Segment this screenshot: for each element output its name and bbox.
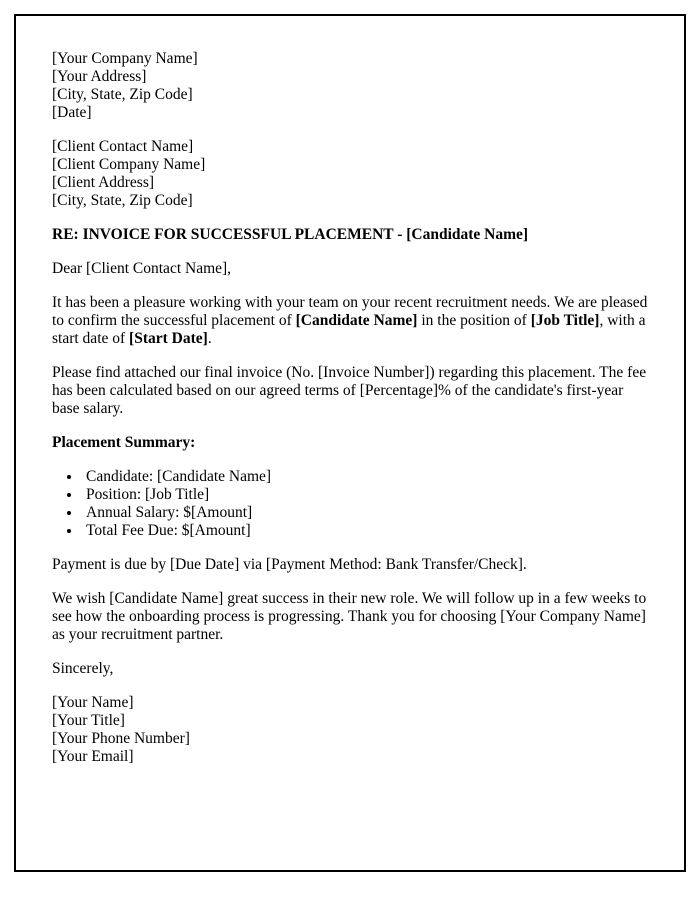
signature-email-line: [Your Email] bbox=[52, 748, 134, 765]
recipient-company-line: [Client Company Name] bbox=[52, 156, 206, 173]
body-paragraph-3: Payment is due by [Due Date] via [Payment Method: Bank Transfer/Check]. bbox=[52, 556, 527, 573]
list-item: • Total Fee Due: $[Amount] bbox=[82, 522, 648, 540]
list-item: • Candidate: [Candidate Name] bbox=[82, 468, 648, 486]
letter-body bbox=[16, 16, 684, 766]
recipient-address-block bbox=[52, 138, 648, 210]
list-item: • Position: [Job Title] bbox=[82, 486, 648, 504]
placement-summary-heading: Placement Summary: bbox=[52, 434, 196, 451]
sender-address-block bbox=[52, 50, 648, 122]
signature-title-line: [Your Title] bbox=[52, 712, 125, 729]
salutation: Dear [Client Contact Name], bbox=[52, 260, 232, 277]
recipient-city-line: [City, State, Zip Code] bbox=[52, 192, 193, 209]
body-paragraph-2: Please find attached our final invoice (No. [Invoice Number]) regarding this placement. The fee has been calculated based on our agreed terms of [Percentage]% of the candidate's first-year base salary. bbox=[52, 364, 647, 417]
subject-line: RE: INVOICE FOR SUCCESSFUL PLACEMENT - [Candidate Name] bbox=[52, 226, 529, 243]
signature-block bbox=[52, 694, 648, 766]
signature-name-line: [Your Name] bbox=[52, 694, 134, 711]
placement-summary-list bbox=[52, 468, 648, 540]
closing-line: Sincerely, bbox=[52, 660, 114, 677]
sender-city-line: [City, State, Zip Code] bbox=[52, 86, 193, 103]
recipient-address-line: [Client Address] bbox=[52, 174, 155, 191]
recipient-contact-line: [Client Contact Name] bbox=[52, 138, 194, 155]
sender-address-line: [Your Address] bbox=[52, 68, 147, 85]
date-line: [Date] bbox=[52, 104, 92, 121]
signature-phone-line: [Your Phone Number] bbox=[52, 730, 190, 747]
body-paragraph-1: It has been a pleasure working with your team on your recent recruitment needs. We are pleased to confirm the successful placement of [Candidate Name] in the position of [Job Title], with a start date of [Start Date]. bbox=[52, 294, 648, 347]
letter-page bbox=[14, 14, 686, 872]
body-paragraph-4: We wish [Candidate Name] great success in their new role. We will follow up in a few weeks to see how the onboarding process is progressing. Thank you for choosing [Your Company Name] as your recruitment partner. bbox=[52, 590, 647, 643]
list-item: • Annual Salary: $[Amount] bbox=[82, 504, 648, 522]
sender-company-line: [Your Company Name] bbox=[52, 50, 198, 67]
